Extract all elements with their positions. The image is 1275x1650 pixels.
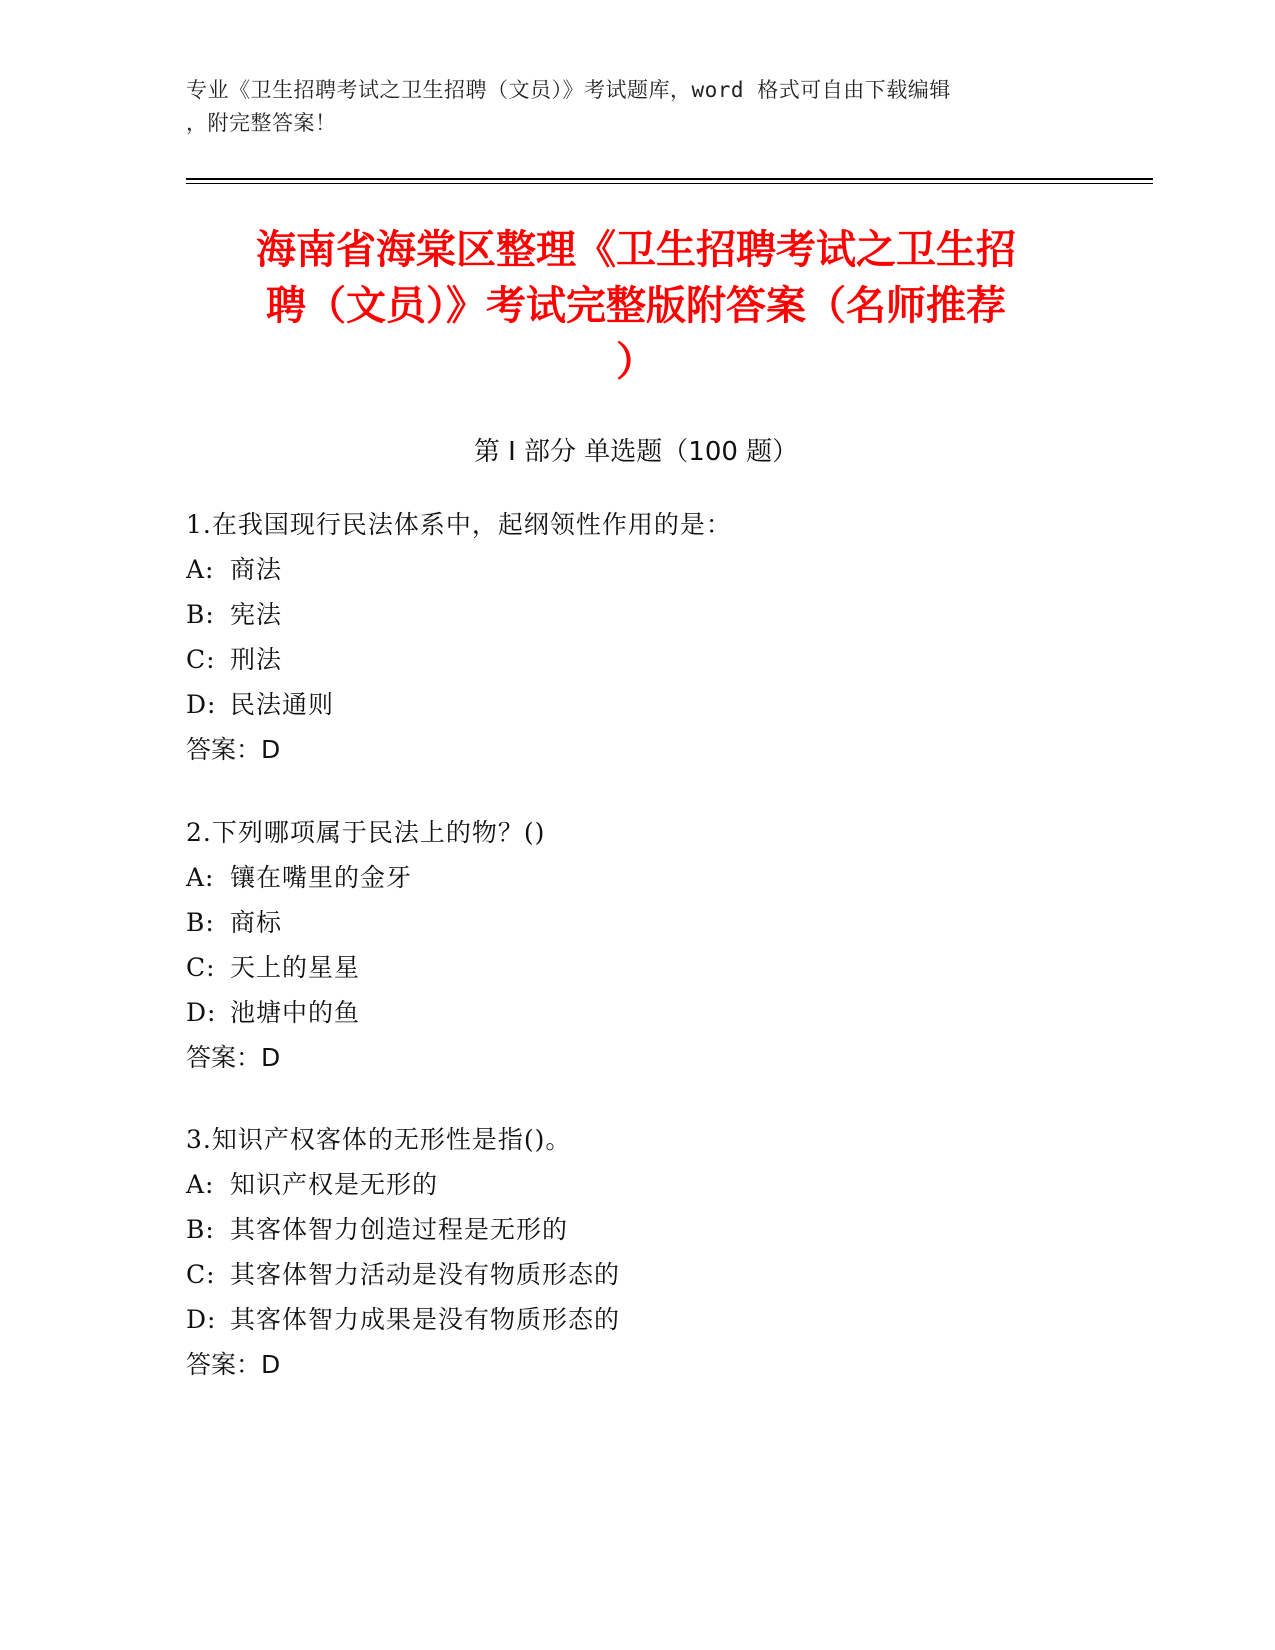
option-letter: D: bbox=[186, 1305, 217, 1334]
question-stem: 2.下列哪项属于民法上的物？() bbox=[186, 818, 546, 847]
option-letter: A: bbox=[186, 863, 215, 892]
option-text: 民法通则 bbox=[230, 690, 335, 719]
option-letter: B: bbox=[186, 908, 215, 937]
option-letter: D: bbox=[186, 998, 217, 1027]
answer-line: 答案：D bbox=[186, 735, 281, 764]
document-title-line-3: ） bbox=[616, 339, 656, 385]
document-title bbox=[186, 222, 1086, 390]
option-text: 知识产权是无形的 bbox=[230, 1170, 439, 1199]
question-3 bbox=[186, 1118, 1086, 1388]
option-d bbox=[186, 683, 1086, 728]
option-text: 刑法 bbox=[230, 645, 283, 674]
option-a bbox=[186, 856, 1086, 901]
option-a bbox=[186, 1163, 1086, 1208]
option-b bbox=[186, 901, 1086, 946]
question-1 bbox=[186, 503, 1086, 773]
section-title: 第 I 部分 单选题（100 题） bbox=[473, 437, 799, 467]
option-text: 商法 bbox=[230, 555, 283, 584]
answer-line: 答案：D bbox=[186, 1043, 281, 1072]
option-b bbox=[186, 1208, 1086, 1253]
option-letter: C: bbox=[186, 1260, 216, 1289]
option-c bbox=[186, 1253, 1086, 1298]
header-note-line-1: 专业《卫生招聘考试之卫生招聘（文员）》考试题库，word 格式可自由下载编辑 bbox=[186, 78, 951, 102]
option-text: 其客体智力活动是没有物质形态的 bbox=[230, 1260, 621, 1289]
document-title-line-2: 聘（文员）》考试完整版附答案（名师推荐 bbox=[266, 283, 1006, 329]
option-text: 商标 bbox=[230, 908, 283, 937]
option-text: 其客体智力创造过程是无形的 bbox=[230, 1215, 569, 1244]
option-c bbox=[186, 638, 1086, 683]
option-letter: C: bbox=[186, 953, 216, 982]
question-stem: 1.在我国现行民法体系中，起纲领性作用的是： bbox=[186, 510, 732, 539]
option-d bbox=[186, 991, 1086, 1036]
option-text: 池塘中的鱼 bbox=[230, 998, 361, 1027]
option-letter: B: bbox=[186, 1215, 215, 1244]
option-letter: D: bbox=[186, 690, 217, 719]
option-a bbox=[186, 548, 1086, 593]
option-text: 其客体智力成果是没有物质形态的 bbox=[230, 1305, 621, 1334]
header-note-line-2: ，附完整答案！ bbox=[186, 111, 337, 135]
header-note bbox=[186, 74, 1066, 140]
header-rule-thin bbox=[186, 183, 1153, 184]
option-letter: B: bbox=[186, 600, 215, 629]
option-letter: A: bbox=[186, 1170, 215, 1199]
header-rule-thick bbox=[186, 178, 1153, 180]
option-c bbox=[186, 946, 1086, 991]
option-text: 镶在嘴里的金牙 bbox=[230, 863, 413, 892]
question-stem: 3.知识产权客体的无形性是指()。 bbox=[186, 1125, 572, 1154]
option-text: 宪法 bbox=[230, 600, 283, 629]
option-b bbox=[186, 593, 1086, 638]
option-letter: A: bbox=[186, 555, 215, 584]
document-title-line-1: 海南省海棠区整理《卫生招聘考试之卫生招 bbox=[256, 227, 1016, 273]
question-2 bbox=[186, 811, 1086, 1081]
option-d bbox=[186, 1298, 1086, 1343]
answer-line: 答案：D bbox=[186, 1350, 281, 1379]
option-text: 天上的星星 bbox=[230, 953, 361, 982]
option-letter: C: bbox=[186, 645, 216, 674]
